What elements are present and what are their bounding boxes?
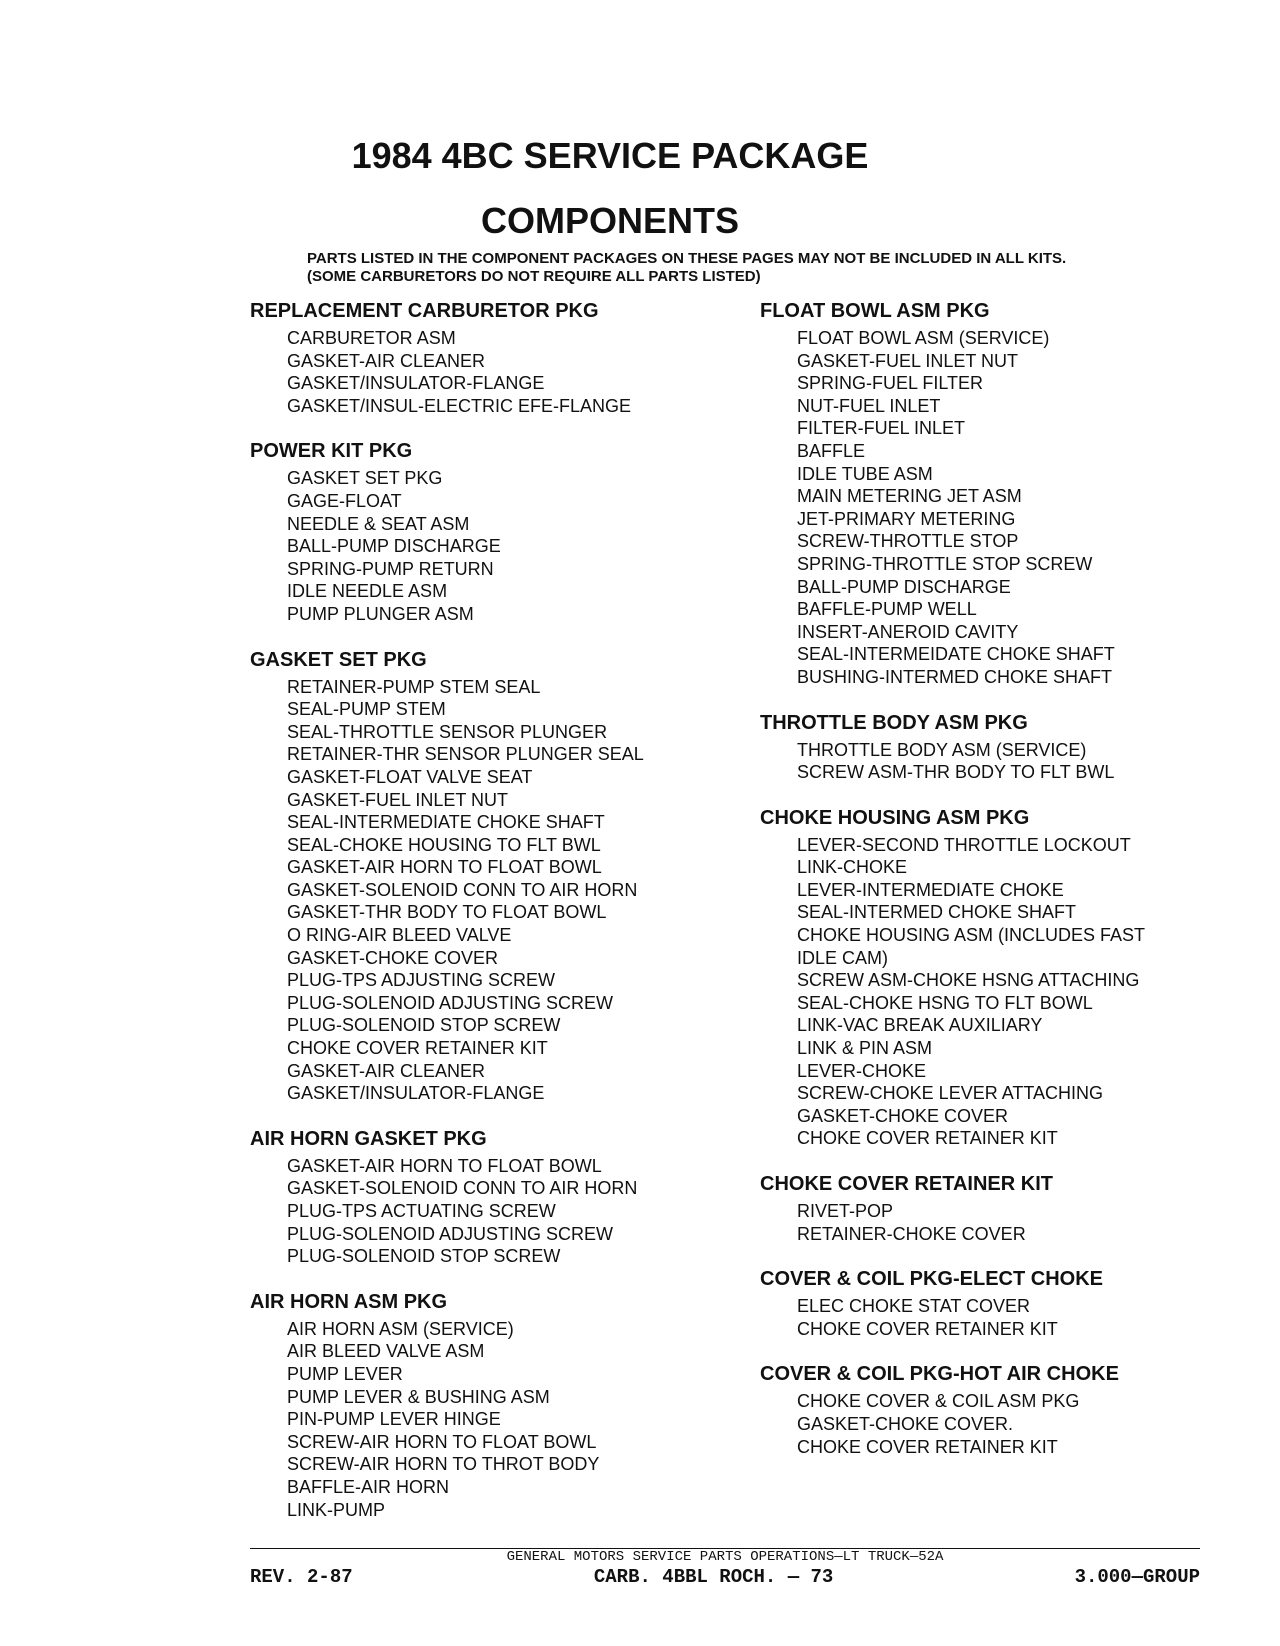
part-item: LINK-PUMP [287, 1499, 386, 1520]
part-item: PLUG-TPS ADJUSTING SCREW [287, 970, 556, 991]
section [760, 807, 1230, 1151]
part-item: SEAL-INTERMEIDATE CHOKE SHAFT [797, 644, 1115, 665]
part-item: LINK-CHOKE [797, 857, 908, 878]
part-item: GASKET/INSULATOR-FLANGE [287, 373, 545, 394]
part-item: BAFFLE-AIR HORN [287, 1476, 450, 1497]
part-item: PLUG-SOLENOID ADJUSTING SCREW [287, 992, 614, 1013]
part-item: SPRING-THROTTLE STOP SCREW [797, 553, 1093, 574]
part-item: ELEC CHOKE STAT COVER [797, 1296, 1031, 1317]
section [760, 712, 1230, 785]
part-item: GASKET/INSUL-ELECTRIC EFE-FLANGE [287, 395, 632, 416]
part-item: GASKET-AIR HORN TO FLOAT BOWL [287, 1155, 602, 1176]
part-item: IDLE CAM) [797, 947, 889, 968]
part-item: LEVER-CHOKE [797, 1060, 927, 1081]
footer-center: GENERAL MOTORS SERVICE PARTS OPERATIONS—LT TRUCK—52A [250, 1548, 1200, 1565]
part-item: GAGE-FLOAT [287, 490, 402, 511]
page-title: 1984 4BC SERVICE PACKAGE [351, 135, 869, 176]
part-item: SPRING-PUMP RETURN [287, 558, 494, 579]
part-item: GASKET-CHOKE COVER [287, 947, 499, 968]
part-item: PIN-PUMP LEVER HINGE [287, 1409, 501, 1430]
part-item: SCREW-CHOKE LEVER ATTACHING [797, 1083, 1104, 1104]
part-item: GASKET-AIR CLEANER [287, 1060, 486, 1081]
section-heading: COVER & COIL PKG-ELECT CHOKE [760, 1268, 1103, 1291]
part-item: GASKET-AIR HORN TO FLOAT BOWL [287, 857, 602, 878]
part-item: SEAL-THROTTLE SENSOR PLUNGER [287, 721, 608, 742]
part-item: SCREW-THROTTLE STOP [797, 531, 1019, 552]
section-heading: REPLACEMENT CARBURETOR PKG [250, 300, 599, 322]
part-item: SEAL-INTERMED CHOKE SHAFT [797, 902, 1077, 923]
part-item: CARBURETOR ASM [287, 328, 456, 348]
section [760, 1268, 1230, 1341]
part-item: RIVET-POP [797, 1201, 894, 1221]
part-item: AIR HORN ASM (SERVICE) [287, 1318, 514, 1339]
part-item: CHOKE COVER RETAINER KIT [797, 1436, 1058, 1457]
part-item: IDLE NEEDLE ASM [287, 581, 448, 602]
part-item: BAFFLE-PUMP WELL [797, 599, 977, 620]
section [760, 300, 1230, 690]
part-item: JET-PRIMARY METERING [797, 508, 1016, 529]
part-item: RETAINER-THR SENSOR PLUNGER SEAL [287, 744, 644, 765]
part-item: CHOKE COVER RETAINER KIT [797, 1318, 1058, 1339]
part-item: PLUG-SOLENOID ADJUSTING SCREW [287, 1223, 614, 1244]
part-item: GASKET-SOLENOID CONN TO AIR HORN [287, 1178, 638, 1199]
part-item: SCREW ASM-CHOKE HSNG ATTACHING [797, 970, 1140, 991]
part-item: IDLE TUBE ASM [797, 463, 933, 484]
section [250, 649, 720, 1106]
part-item: PUMP LEVER [287, 1363, 403, 1384]
section [250, 440, 720, 626]
section [250, 300, 720, 418]
part-item: GASKET-FUEL INLET NUT [287, 789, 509, 810]
part-item: NEEDLE & SEAT ASM [287, 513, 470, 534]
part-item: LINK-VAC BREAK AUXILIARY [797, 1015, 1043, 1036]
part-item: CHOKE COVER & COIL ASM PKG [797, 1391, 1080, 1412]
left-column [250, 300, 720, 1544]
part-item: SEAL-CHOKE HOUSING TO FLT BWL [287, 834, 601, 855]
section-heading: CHOKE HOUSING ASM PKG [760, 806, 1030, 829]
part-item: GASKET-SOLENOID CONN TO AIR HORN [287, 879, 638, 900]
part-item: SCREW-AIR HORN TO FLOAT BOWL [287, 1431, 597, 1452]
part-item: SEAL-CHOKE HSNG TO FLT BOWL [797, 992, 1093, 1013]
part-item: THROTTLE BODY ASM (SERVICE) [797, 739, 1087, 760]
part-item: O RING-AIR BLEED VALVE [287, 925, 512, 946]
part-item: MAIN METERING JET ASM [797, 486, 1022, 507]
part-item: RETAINER-CHOKE COVER [797, 1223, 1026, 1244]
part-item: BALL-PUMP DISCHARGE [797, 576, 1011, 597]
part-item: BALL-PUMP DISCHARGE [287, 536, 501, 557]
part-item: PLUG-TPS ACTUATING SCREW [287, 1201, 556, 1221]
section-heading: COVER & COIL PKG-HOT AIR CHOKE [760, 1363, 1119, 1386]
part-item: FLOAT BOWL ASM (SERVICE) [797, 328, 1050, 348]
section-heading: FLOAT BOWL ASM PKG [760, 300, 990, 322]
page-subtitle: COMPONENTS [480, 200, 739, 241]
part-item: CHOKE HOUSING ASM (INCLUDES FAST [797, 925, 1146, 946]
part-item: GASKET-FUEL INLET NUT [797, 350, 1019, 371]
part-item: SEAL-INTERMEDIATE CHOKE SHAFT [287, 812, 605, 833]
part-item: CHOKE COVER RETAINER KIT [797, 1128, 1058, 1149]
part-item: SEAL-PUMP STEM [287, 699, 446, 720]
part-item: AIR BLEED VALVE ASM [287, 1341, 485, 1362]
part-item: BUSHING-INTERMED CHOKE SHAFT [797, 666, 1113, 687]
part-item: INSERT-ANEROID CAVITY [797, 621, 1019, 642]
part-item: NUT-FUEL INLET [797, 395, 941, 416]
part-item: SCREW-AIR HORN TO THROT BODY [287, 1454, 600, 1475]
part-item: SPRING-FUEL FILTER [797, 373, 984, 394]
section-heading: CHOKE COVER RETAINER KIT [760, 1173, 1053, 1195]
part-item: LEVER-INTERMEDIATE CHOKE [797, 879, 1064, 900]
section [250, 1128, 720, 1269]
part-item: RETAINER-PUMP STEM SEAL [287, 676, 541, 697]
part-item: GASKET-CHOKE COVER. [797, 1413, 1014, 1434]
part-item: BAFFLE [797, 440, 866, 461]
section [760, 1173, 1230, 1246]
footer-carb: CARB. 4BBL ROCH. — 73 [593, 1566, 834, 1588]
part-item: GASKET-THR BODY TO FLOAT BOWL [287, 902, 607, 923]
part-item: GASKET-CHOKE COVER [797, 1105, 1009, 1126]
part-item: PUMP PLUNGER ASM [287, 603, 474, 624]
section [760, 1363, 1230, 1459]
section-heading: POWER KIT PKG [250, 440, 413, 463]
footer-group: 3.000—GROUP [1074, 1566, 1200, 1588]
note: PARTS LISTED IN THE COMPONENT PACKAGES ON THESE PAGES MAY NOT BE INCLUDED IN ALL KITS. (SOME CARBURETORS DO NOT REQUIRE ALL PARTS LISTED) [307, 250, 1067, 285]
part-item: SCREW ASM-THR BODY TO FLT BWL [797, 762, 1115, 783]
footer-rev: REV. 2-87 [250, 1566, 353, 1588]
section-heading: THROTTLE BODY ASM PKG [760, 711, 1028, 734]
part-item: LEVER-SECOND THROTTLE LOCKOUT [797, 834, 1131, 855]
part-item: LINK & PIN ASM [797, 1038, 933, 1059]
section [250, 1291, 720, 1522]
part-item: CHOKE COVER RETAINER KIT [287, 1038, 548, 1059]
part-item: GASKET-AIR CLEANER [287, 350, 486, 371]
part-item: PUMP LEVER & BUSHING ASM [287, 1386, 550, 1407]
footer [250, 1566, 1200, 1588]
part-item: PLUG-SOLENOID STOP SCREW [287, 1015, 561, 1036]
part-item: GASKET-FLOAT VALVE SEAT [287, 766, 533, 787]
part-item: GASKET SET PKG [287, 468, 443, 489]
part-item: FILTER-FUEL INLET [797, 418, 966, 439]
part-item: PLUG-SOLENOID STOP SCREW [287, 1246, 561, 1267]
right-column [760, 300, 1230, 1481]
section-heading: AIR HORN GASKET PKG [250, 1127, 487, 1150]
part-item: GASKET/INSULATOR-FLANGE [287, 1083, 545, 1104]
section-heading: AIR HORN ASM PKG [250, 1290, 448, 1313]
section-heading: GASKET SET PKG [250, 648, 427, 671]
